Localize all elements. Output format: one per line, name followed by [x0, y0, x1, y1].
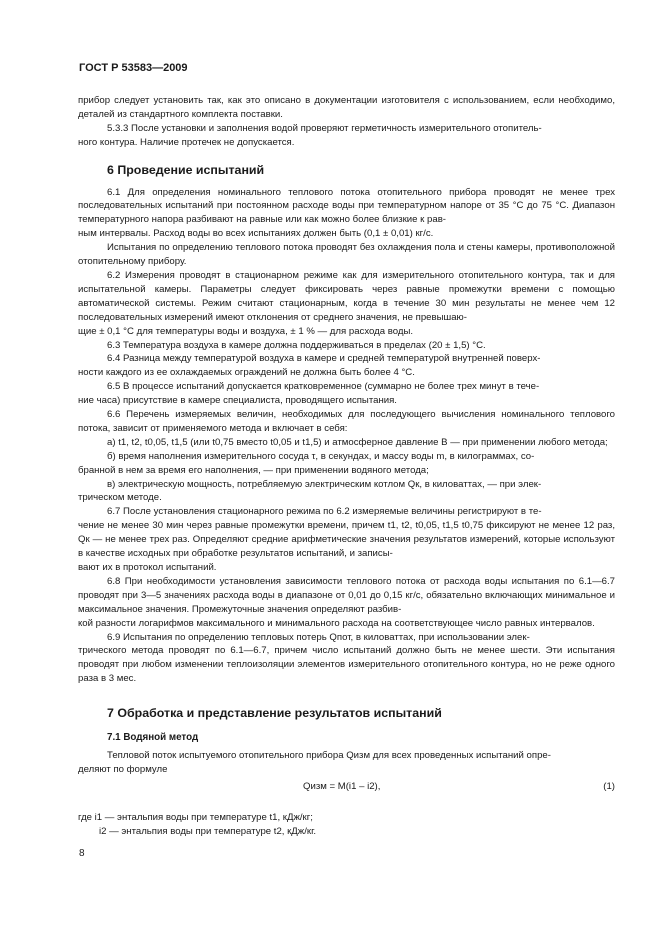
paragraph-6-6-b: б) время наполнения измерительного сосуда τ, в секундах, и массу воды m, в килограммах, со- бранной в нем за время его наполнения, — при применении водяного метода;	[78, 450, 535, 476]
document-body	[78, 94, 615, 839]
paragraph-6-6-a: а) t1, t2, t0,05, t1,5 (или t0,75 вместо t0,05 и t1,5) и атмосферное давление В — при применении любого метода;	[107, 436, 608, 448]
formula-1	[78, 777, 615, 797]
page-number: 8	[79, 848, 85, 859]
paragraph-6-6-c: в) электрическую мощность, потребляемую электрическим котлом Qк, в киловаттах, — при элек- трическом методе.	[78, 478, 542, 504]
legend-line-i1: где i1 — энтальпия воды при температуре t1, кДж/кг;	[78, 811, 313, 823]
paragraph-6-7: 6.7 После установления стационарного режима по 6.2 измеряемые величины регистрируют в те- чение не менее 30 мин через равные промежутки времени, причем t1, t2, t0,05, t1,5 t0,75 фиксируют не менее 12 раз, Qк — не менее трех раз. Определяют средние арифметические значения результатов измерений, которые используют в качестве исходных при обработке результатов испытаний, и записы- вают их в протокол испытаний.	[78, 506, 615, 573]
legend-line-i2: i2 — энтальпия воды при температуре t2, кДж/кг.	[99, 825, 317, 837]
formula-number: (1)	[603, 780, 615, 792]
document-header: ГОСТ Р 53583—2009	[79, 62, 188, 74]
paragraph-6-2: 6.2 Измерения проводят в стационарном режиме как для измерительного отопительного контура, так и для испытательной камеры. Параметры следует фиксировать через равные промежутки времени с помощью автоматической системы. Режим считают стационарным, когда в течение 30 мин результаты не менее чем 12 последовательных измерений имеют отклонения от среднего значения, не превышаю- щие ± 0,1 °С для температуры воды и воздуха, ± 1 % — для расхода воды.	[78, 269, 615, 337]
paragraph-6-1-b: Испытания по определению теплового потока проводят без охлаждения пола и стены камеры, противоположной отопительному прибору.	[78, 242, 615, 268]
paragraph-5-3-3: 5.3.3 После установки и заполнения водой проверяют герметичность измерительного отопитель- ного контура. Наличие протечек не допускается.	[78, 122, 542, 148]
paragraph-intro: прибор следует установить так, как это описано в документации изготовителя с использованием, если необходимо, деталей из стандартного комплекта поставки.	[78, 95, 615, 120]
section-heading-6: 6 Проведение испытаний	[107, 162, 265, 177]
subsection-heading-7-1: 7.1 Водяной метод	[107, 732, 199, 744]
paragraph-6-9: 6.9 Испытания по определению тепловых потерь Qпот, в киловаттах, при использовании элек- трического метода проводят по 6.1—6.7, причем число испытаний должно быть не менее шести. Эти испытания проводят при любом изменении теплоизоляции элементов измерительного отопительного контура, но не реже одного раза в 3 мес.	[78, 631, 615, 685]
paragraph-6-8: 6.8 При необходимости установления зависимости теплового потока от расхода воды испытания по 6.1—6.7 проводят при 3—5 значениях расхода воды в диапазоне от 0,01 до 0,15 кг/с, обязательно включающих минимальное и максимальное значения. Промежуточные значения определяют разбив- кой разности логарифмов максимального и минимального расхода на соответствующее число равных интервалов.	[78, 575, 615, 629]
paragraph-6-4: 6.4 Разница между температурой воздуха в камере и средней температурой внутренней поверх- ности каждого из ее охлаждаемых ограждений не должна быть более 4 °С.	[78, 353, 541, 379]
paragraph-6-6: 6.6 Перечень измеряемых величин, необходимых для последующего вычисления номинального теплового потока, зависит от применяемого метода и включает в себя:	[78, 409, 615, 434]
formula-legend	[78, 811, 615, 839]
formula-expression: Qизм = M(i1 – i2),	[303, 780, 381, 792]
paragraph-6-1: 6.1 Для определения номинального теплового потока отопительного прибора проводят не менее трех последовательных испытаний при постоянном расходе воды при температурном напоре от 35 °С до 75 °С. Диапазон температурного напора разбивают на равные или как можно более близкие к рав- ным интервалы. Расход воды во всех испытаниях должен быть (0,1 ± 0,01) кг/с.	[78, 186, 615, 240]
paragraph-6-5: 6.5 В процессе испытаний допускается кратковременное (суммарно не более трех минут в тече- ние часа) присутствие в камере специалиста, проводящего испытания.	[78, 381, 540, 407]
paragraph-6-3: 6.3 Температура воздуха в камере должна поддерживаться в пределах (20 ± 1,5) °С.	[107, 339, 486, 351]
section-heading-7: 7 Обработка и представление результатов испытаний	[107, 706, 442, 721]
paragraph-7-1: Тепловой поток испытуемого отопительного прибора Qизм для всех проведенных испытаний опре- деляют по формуле	[78, 749, 551, 775]
